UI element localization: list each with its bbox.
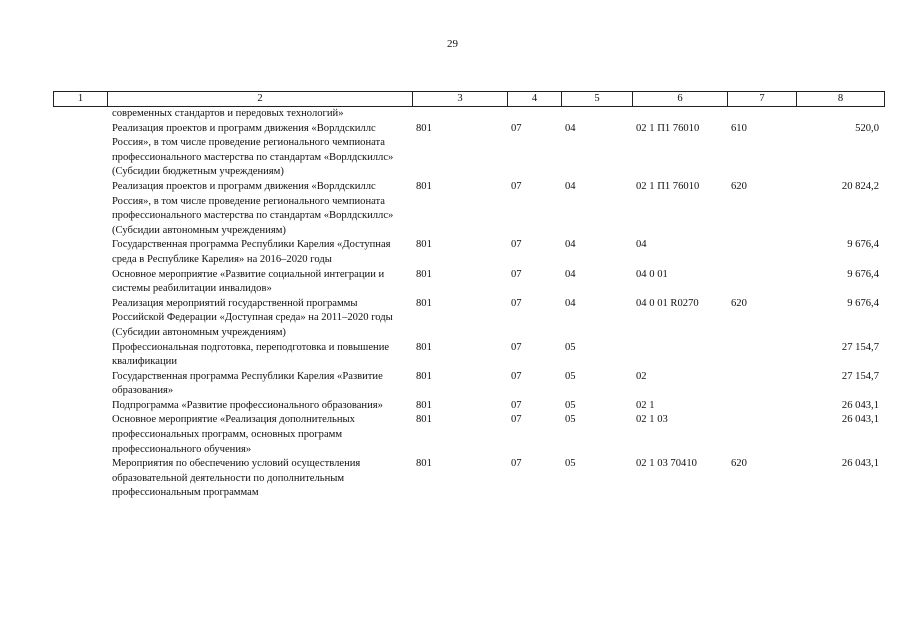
table-row xyxy=(0,107,905,122)
budget-table-body xyxy=(0,107,905,501)
row-ministry-code: 801 xyxy=(416,239,432,251)
row-subsection-code: 05 xyxy=(565,458,576,470)
row-section-code: 07 xyxy=(511,458,522,470)
row-ministry-code: 801 xyxy=(416,268,432,280)
row-amount: 26 043,1 xyxy=(841,399,879,411)
column-header-8: 8 xyxy=(797,92,885,107)
row-name: Подпрограмма «Развитие профессионального образования» xyxy=(112,399,383,411)
row-ministry-code: 801 xyxy=(416,180,432,192)
row-amount: 27 154,7 xyxy=(841,341,879,353)
row-section-code: 07 xyxy=(511,122,522,134)
row-target-article: 02 1 03 70410 xyxy=(636,458,697,470)
row-subsection-code: 04 xyxy=(565,122,576,134)
column-header-row xyxy=(53,91,885,107)
row-amount: 20 824,2 xyxy=(841,180,879,192)
row-name: Реализация проектов и программ движения «Ворлдскиллс Россия», в том числе проведение регионального чемпионата профессионального мастерства по стандартам «Ворлдскиллс» (Субсидии автономным учреждениям) xyxy=(112,180,394,236)
row-amount: 9 676,4 xyxy=(847,239,879,251)
column-header-1: 1 xyxy=(54,92,108,107)
table-row xyxy=(0,122,905,180)
table-row xyxy=(0,268,905,297)
row-ministry-code: 801 xyxy=(416,341,432,353)
row-name: Государственная программа Республики Карелия «Доступная среда в Республике Карелия» на 2016–2020 годы xyxy=(112,239,391,265)
row-ministry-code: 801 xyxy=(416,122,432,134)
row-expense-type: 620 xyxy=(731,458,747,470)
row-section-code: 07 xyxy=(511,297,522,309)
row-expense-type: 610 xyxy=(731,122,747,134)
column-header-5: 5 xyxy=(562,92,633,107)
row-expense-type: 620 xyxy=(731,297,747,309)
row-subsection-code: 05 xyxy=(565,414,576,426)
row-section-code: 07 xyxy=(511,180,522,192)
row-name: Профессиональная подготовка, переподготовка и повышение квалификации xyxy=(112,341,390,368)
column-header-2: 2 xyxy=(108,92,413,107)
row-amount: 26 043,1 xyxy=(841,458,879,470)
row-amount: 9 676,4 xyxy=(847,268,879,280)
row-name: Государственная программа Республики Карелия «Развитие образования» xyxy=(112,370,383,397)
table-row xyxy=(0,413,905,457)
row-target-article: 02 1 П1 76010 xyxy=(636,122,700,134)
column-header-4: 4 xyxy=(508,92,562,107)
table-row xyxy=(0,370,905,399)
row-section-code: 07 xyxy=(511,414,522,426)
row-name: Основное мероприятие «Реализация дополнительных профессиональных программ, основных программ профессионального обучения» xyxy=(112,414,355,455)
row-target-article: 04 0 01 R0270 xyxy=(636,297,699,309)
row-subsection-code: 05 xyxy=(565,341,576,353)
row-name: Основное мероприятие «Развитие социальной интеграции и системы реабилитации инвалидов» xyxy=(112,268,385,295)
row-ministry-code: 801 xyxy=(416,414,432,426)
table-row xyxy=(0,238,905,267)
row-ministry-code: 801 xyxy=(416,370,432,382)
row-subsection-code: 04 xyxy=(565,180,576,192)
row-ministry-code: 801 xyxy=(416,297,432,309)
row-subsection-code: 05 xyxy=(565,370,576,382)
row-amount: 26 043,1 xyxy=(841,414,879,426)
table-row xyxy=(0,341,905,370)
table-row xyxy=(0,297,905,341)
row-target-article: 04 0 01 xyxy=(636,268,668,280)
row-amount: 9 676,4 xyxy=(847,297,879,309)
row-name: Реализация мероприятий государственной программы Российской Федерации «Доступная среда» на 2011–2020 годы (Субсидии автономным учреждениям) xyxy=(112,297,393,338)
row-target-article: 04 xyxy=(636,239,647,251)
row-section-code: 07 xyxy=(511,268,522,280)
row-section-code: 07 xyxy=(511,239,522,251)
table-row xyxy=(0,180,905,238)
row-target-article: 02 1 П1 76010 xyxy=(636,180,700,192)
column-header-6: 6 xyxy=(633,92,728,107)
row-ministry-code: 801 xyxy=(416,399,432,411)
row-name: Мероприятия по обеспечению условий осуществления образовательной деятельности по дополнительным профессиональным программам xyxy=(112,458,361,499)
column-header-7: 7 xyxy=(728,92,797,107)
row-subsection-code: 04 xyxy=(565,239,576,251)
row-subsection-code: 05 xyxy=(565,399,576,411)
row-ministry-code: 801 xyxy=(416,458,432,470)
column-header-3: 3 xyxy=(413,92,508,107)
row-amount: 27 154,7 xyxy=(841,370,879,382)
row-name: современных стандартов и передовых технологий» xyxy=(112,108,344,119)
row-amount: 520,0 xyxy=(855,122,879,134)
page-number: 29 xyxy=(447,38,458,50)
table-row xyxy=(0,457,905,501)
row-section-code: 07 xyxy=(511,370,522,382)
row-section-code: 07 xyxy=(511,341,522,353)
row-subsection-code: 04 xyxy=(565,297,576,309)
row-target-article: 02 1 03 xyxy=(636,414,668,426)
row-target-article: 02 xyxy=(636,370,647,382)
row-expense-type: 620 xyxy=(731,180,747,192)
row-subsection-code: 04 xyxy=(565,268,576,280)
table-row xyxy=(0,399,905,414)
row-target-article: 02 1 xyxy=(636,399,655,411)
row-name: Реализация проектов и программ движения «Ворлдскиллс Россия», в том числе проведение регионального чемпионата профессионального мастерства по стандартам «Ворлдскиллс» (Субсидии бюджетным учреждениям) xyxy=(112,122,394,178)
row-section-code: 07 xyxy=(511,399,522,411)
